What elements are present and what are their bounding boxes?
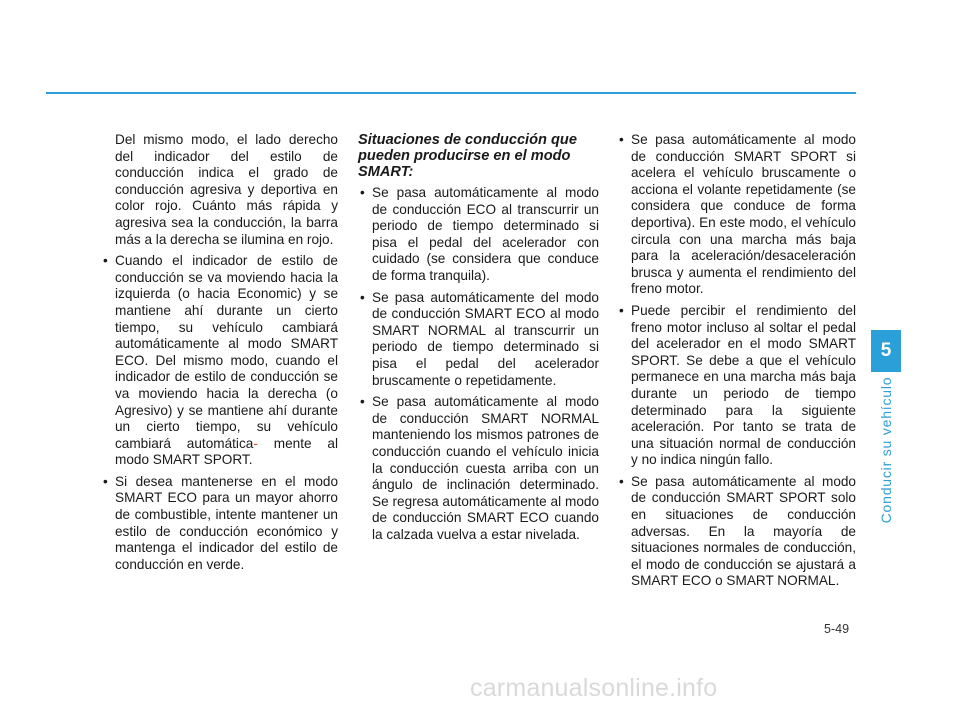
column-1 <box>101 132 338 573</box>
column-3 <box>617 127 856 590</box>
list-item-text: Se pasa automáticamente al modo de conducción SMART SPORT solo en situaciones de conducción adversas. En la mayoría de situaciones normales de conducción, el modo de conducción se ajustará a SMART ECO o SMART NORMAL. <box>631 473 856 589</box>
list-item-text-end: mente al modo SMART SPORT. <box>115 435 339 468</box>
list-item-text: Se pasa automáticamente al modo de conducción SMART SPORT si acelera el vehículo bruscamente o acciona el volante repetidamente (se considera que conduce de forma deportiva). En este modo, el vehículo circula con una marcha más baja para la aceleración/desaceleración brusca y aumenta el rendimiento del freno motor. <box>631 132 856 297</box>
list-item-text: Puede percibir el rendimiento del freno motor incluso al soltar el pedal del acelerador en el modo SMART SPORT. Se debe a que el vehículo permanece en una marcha más baja durante un periodo de tiempo determinado para la siguiente aceleración. Por tanto se trata de una situación normal de conducción y no indica ningún fallo. <box>631 302 856 468</box>
list-item-text: Cuando el indicador de estilo de conducción se va moviendo hacia la izquierda (o hacia Economic) y se mantiene ahí durante un cierto tiempo, su vehículo cambiará automáticamente al modo SMART ECO. Del mismo modo, cuando el indicador de estilo de conducción se va moviendo hacia la derecha (o Agresivo) y se mantiene ahí durante un cierto tiempo, su vehículo cambiará automática <box>115 253 338 451</box>
watermark: carmanualsonline.info <box>470 674 718 702</box>
section-heading: Situaciones de conducción que pueden producirse en el modo SMART: <box>358 132 577 180</box>
list-item <box>101 253 338 469</box>
bullet-list-1 <box>101 253 338 573</box>
list-item <box>617 474 856 590</box>
list-item <box>617 303 856 469</box>
list-item <box>358 185 599 285</box>
bullet-icon: • <box>619 302 624 318</box>
list-item <box>617 132 856 298</box>
chapter-tab: 5 <box>871 330 901 372</box>
bullet-list-2 <box>358 185 599 543</box>
list-item <box>101 474 338 574</box>
list-item-text: Se pasa automáticamente al modo de conducción SMART NORMAL manteniendo los mismos patrones de conducción cuando el vehículo inicia la conducción cuesta arriba con un ángulo de inclinación determinado. Se regresa automáticamente al modo de conducción SMART ECO cuando la calzada vuelva a estar nivelada. <box>372 394 599 542</box>
bullet-icon: • <box>360 185 365 200</box>
chapter-title: Conducir su vehículo <box>878 376 894 524</box>
list-item-text: Se pasa automáticamente del modo de conducción SMART ECO al modo SMART NORMAL al transcurrir un periodo de tiempo determinado si pisa el pedal del acelerador bruscamente o repetidamente. <box>372 289 599 388</box>
list-item <box>358 290 599 390</box>
bullet-icon: • <box>360 289 365 305</box>
list-item <box>358 394 599 543</box>
page-number: 5-49 <box>824 622 850 636</box>
bullet-icon: • <box>619 132 624 147</box>
header-rule <box>46 92 856 94</box>
bullet-icon: • <box>619 473 624 489</box>
bullet-list-3 <box>617 132 856 590</box>
bullet-icon: • <box>360 394 365 410</box>
column-2 <box>358 132 599 543</box>
hyphen-mark: - <box>253 435 258 451</box>
bullet-icon: • <box>103 253 108 269</box>
list-item-text: Si desea mantenerse en el modo SMART ECO para un mayor ahorro de combustible, intente mantener un estilo de conducción económico y mantenga el indicador del estilo de conducción en verde. <box>115 473 338 572</box>
list-item-text: Se pasa automáticamente al modo de conducción ECO al transcurrir un periodo de tiempo determinado si pisa el pedal del acelerador con cuidado (se considera que conduce de forma tranquila). <box>372 185 599 283</box>
intro-paragraph: Del mismo modo, el lado derecho del indicador del estilo de conducción indica el grado de conducción agresiva y deportiva en color rojo. Cuánto más rápida y agresiva sea la conducción, la barra más a la derecha se ilumina en rojo. <box>115 132 338 247</box>
bullet-icon: • <box>103 473 108 489</box>
